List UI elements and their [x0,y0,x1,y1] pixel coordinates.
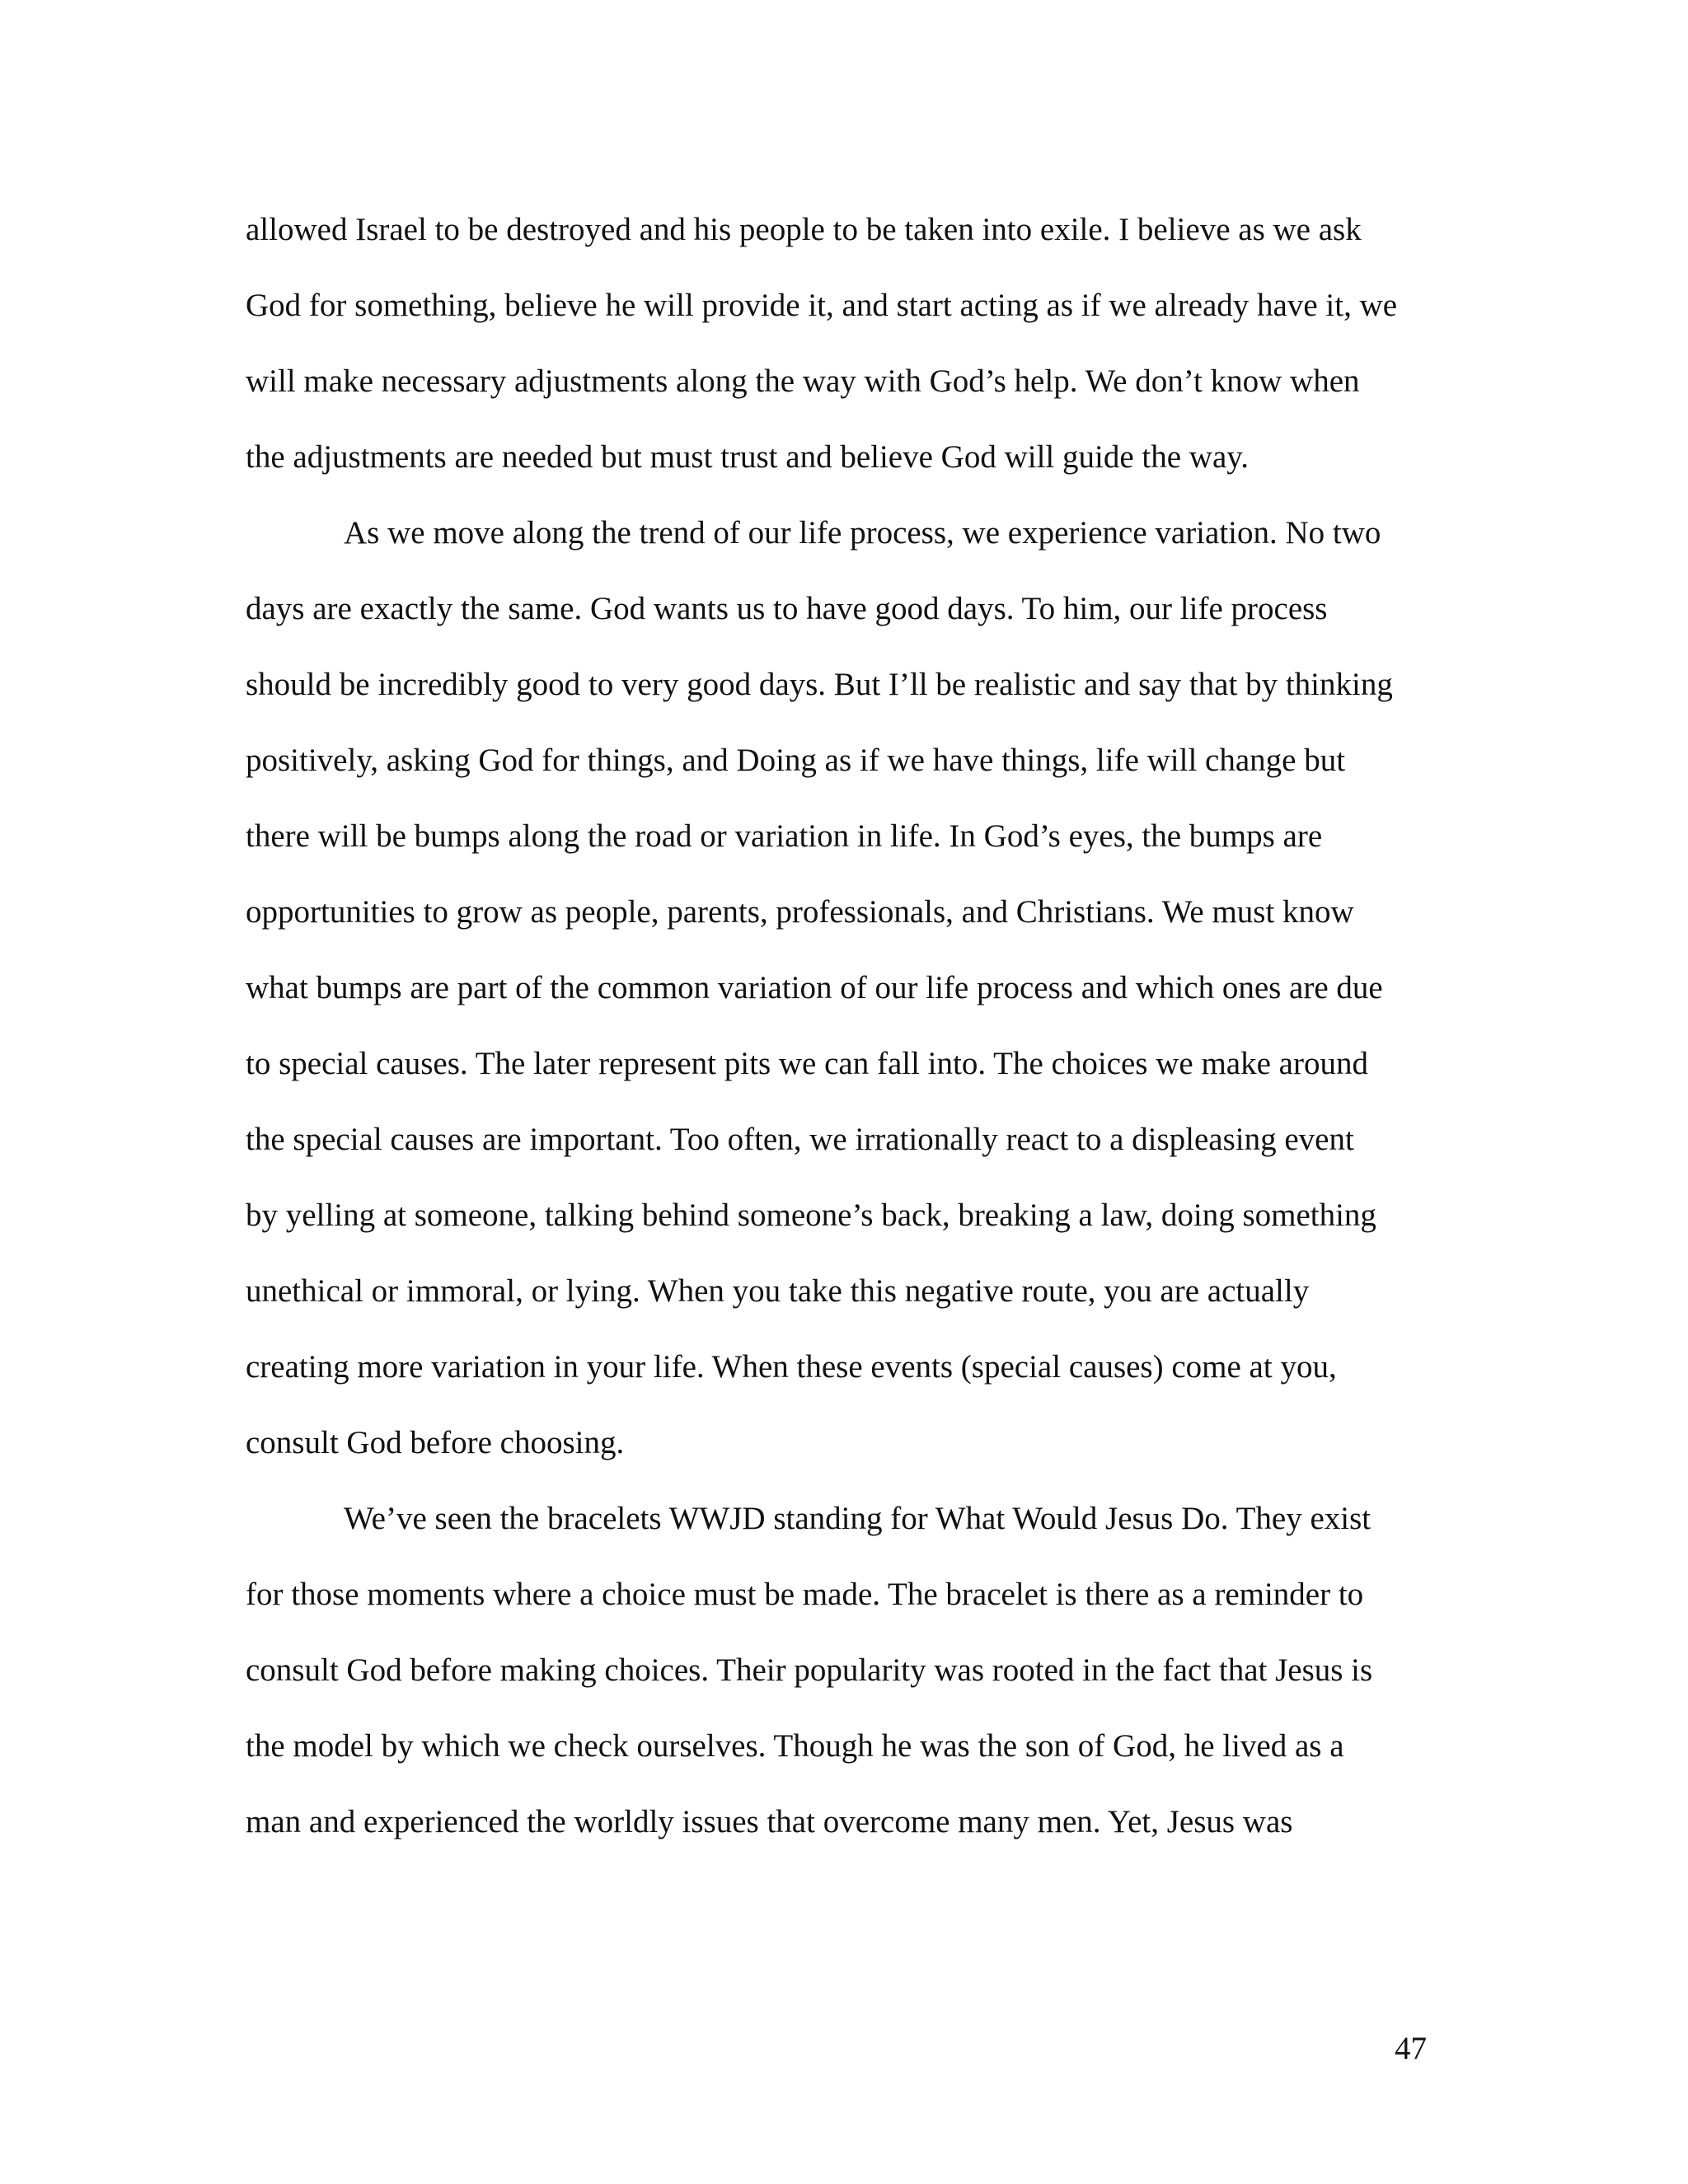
page-number: 47 [1395,2031,1427,2066]
text-line: allowed Israel to be destroyed and his people to be taken into exile. I believe as we ask [246,212,1362,247]
text-line: consult God before choosing. [246,1425,625,1460]
text-line: man and experienced the worldly issues that overcome many men. Yet, Jesus was [246,1804,1293,1840]
text-line: for those moments where a choice must be made. The bracelet is there as a reminder to [246,1577,1364,1612]
text-line: days are exactly the same. God wants us to have good days. To him, our life process [246,591,1328,626]
text-line: God for something, believe he will provide it, and start acting as if we already have it, we [246,288,1398,323]
text-line: positively, asking God for things, and Doing as if we have things, life will change but [246,743,1346,778]
text-line: by yelling at someone, talking behind someone’s back, breaking a law, doing something [246,1197,1376,1233]
text-line: should be incredibly good to very good days. But I’ll be realistic and say that by thinking [246,667,1393,702]
text-line: will make necessary adjustments along the way with God’s help. We don’t know when [246,363,1360,399]
text-line: consult God before making choices. Their popularity was rooted in the fact that Jesus is [246,1652,1373,1688]
paragraph-first-line: We’ve seen the bracelets WWJD standing for What Would Jesus Do. They exist [344,1501,1372,1536]
text-line: opportunities to grow as people, parents, professionals, and Christians. We must know [246,894,1354,930]
text-line: the adjustments are needed but must trust and believe God will guide the way. [246,439,1249,475]
text-line: the special causes are important. Too often, we irrationally react to a displeasing event [246,1122,1354,1157]
text-line: to special causes. The later represent pits we can fall into. The choices we make around [246,1046,1368,1081]
text-line: what bumps are part of the common variation of our life process and which ones are due [246,970,1383,1005]
text-line: creating more variation in your life. When these events (special causes) come at you, [246,1349,1337,1385]
text-line: unethical or immoral, or lying. When you take this negative route, you are actually [246,1273,1310,1309]
body-text [246,192,1432,1860]
paragraph-first-line: As we move along the trend of our life process, we experience variation. No two [344,515,1381,551]
text-line: the model by which we check ourselves. Though he was the son of God, he lived as a [246,1728,1344,1764]
text-line: there will be bumps along the road or variation in life. In God’s eyes, the bumps are [246,818,1323,854]
